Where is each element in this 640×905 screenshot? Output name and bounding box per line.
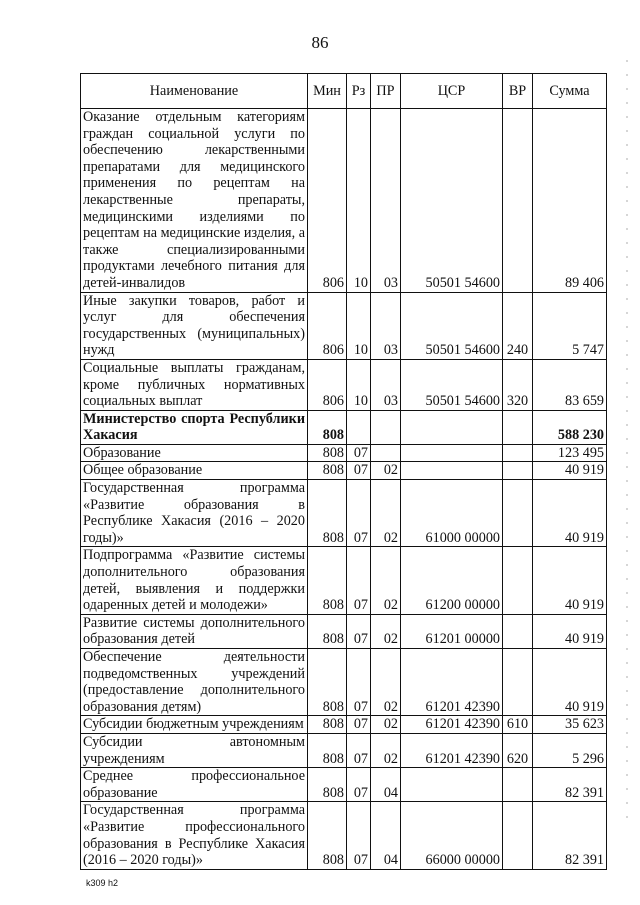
cell-sum: 5 296 xyxy=(533,733,607,767)
cell-name: Развитие системы дополнительного образования детей xyxy=(81,614,308,648)
cell-min: 808 xyxy=(308,444,347,462)
header-pr: ПР xyxy=(371,74,401,109)
cell-sum: 83 659 xyxy=(533,359,607,410)
cell-min: 808 xyxy=(308,768,347,802)
cell-min: 808 xyxy=(308,716,347,734)
cell-pr: 02 xyxy=(371,480,401,547)
cell-name: Среднее профессиональное образование xyxy=(81,768,308,802)
cell-name: Субсидии автономным учреждениям xyxy=(81,733,308,767)
table-row xyxy=(81,292,607,359)
cell-csr: 66000 00000 xyxy=(401,802,503,869)
cell-pr: 02 xyxy=(371,649,401,716)
header-vr: ВР xyxy=(503,74,533,109)
table-header xyxy=(81,74,607,109)
table-row xyxy=(81,733,607,767)
cell-csr: 50501 54600 xyxy=(401,359,503,410)
cell-vr xyxy=(503,547,533,614)
cell-pr: 03 xyxy=(371,359,401,410)
cell-name: Образование xyxy=(81,444,308,462)
cell-rz: 07 xyxy=(347,733,371,767)
cell-sum: 123 495 xyxy=(533,444,607,462)
cell-vr: 610 xyxy=(503,716,533,734)
cell-pr: 02 xyxy=(371,462,401,480)
cell-pr: 04 xyxy=(371,768,401,802)
cell-csr xyxy=(401,768,503,802)
cell-rz: 07 xyxy=(347,716,371,734)
cell-min: 808 xyxy=(308,480,347,547)
cell-vr: 620 xyxy=(503,733,533,767)
cell-csr xyxy=(401,410,503,444)
cell-vr xyxy=(503,614,533,648)
cell-rz: 07 xyxy=(347,462,371,480)
cell-rz: 10 xyxy=(347,292,371,359)
cell-csr: 61200 00000 xyxy=(401,547,503,614)
cell-name: Обеспечение деятельности подведомственных учреждений (предоставление дополнительного образования детям) xyxy=(81,649,308,716)
cell-min: 808 xyxy=(308,802,347,869)
cell-rz: 07 xyxy=(347,802,371,869)
cell-vr xyxy=(503,109,533,293)
cell-name: Государственная программа «Развитие образования в Республике Хакасия (2016 – 2020 годы)» xyxy=(81,480,308,547)
cell-min: 806 xyxy=(308,292,347,359)
cell-min: 808 xyxy=(308,614,347,648)
table-row xyxy=(81,649,607,716)
table-row xyxy=(81,462,607,480)
table-row xyxy=(81,410,607,444)
cell-pr: 03 xyxy=(371,292,401,359)
cell-rz: 07 xyxy=(347,614,371,648)
cell-sum: 40 919 xyxy=(533,462,607,480)
page-number: 86 xyxy=(311,33,329,52)
cell-name: Оказание отдельным категориям граждан социальной услуги по обеспечению лекарственными препаратами для медицинского применения по рецептам на лекарственные препараты, медицинскими изделиями по рецептам на медицинские изделия, а также специализированными продуктами лечебного питания для детей-инвалидов xyxy=(81,109,308,293)
table-row xyxy=(81,444,607,462)
cell-rz: 07 xyxy=(347,480,371,547)
cell-pr: 03 xyxy=(371,109,401,293)
cell-vr xyxy=(503,444,533,462)
cell-name: Подпрограмма «Развитие системы дополнительного образования детей, выявления и поддержки одаренных детей и молодежи» xyxy=(81,547,308,614)
cell-sum: 89 406 xyxy=(533,109,607,293)
cell-vr xyxy=(503,480,533,547)
cell-rz: 07 xyxy=(347,649,371,716)
cell-name: Социальные выплаты гражданам, кроме публичных нормативных социальных выплат xyxy=(81,359,308,410)
cell-min: 806 xyxy=(308,109,347,293)
cell-pr: 02 xyxy=(371,733,401,767)
cell-sum: 35 623 xyxy=(533,716,607,734)
cell-min: 808 xyxy=(308,733,347,767)
cell-pr xyxy=(371,444,401,462)
cell-csr xyxy=(401,462,503,480)
cell-csr: 61201 42390 xyxy=(401,649,503,716)
cell-sum: 40 919 xyxy=(533,480,607,547)
table-row xyxy=(81,716,607,734)
cell-sum: 82 391 xyxy=(533,768,607,802)
cell-sum: 82 391 xyxy=(533,802,607,869)
budget-table xyxy=(80,73,607,870)
cell-sum: 40 919 xyxy=(533,614,607,648)
table-row xyxy=(81,802,607,869)
cell-rz: 07 xyxy=(347,547,371,614)
table-row xyxy=(81,614,607,648)
cell-vr: 240 xyxy=(503,292,533,359)
header-sum: Сумма xyxy=(533,74,607,109)
cell-min: 808 xyxy=(308,462,347,480)
cell-rz: 07 xyxy=(347,768,371,802)
header-min: Мин xyxy=(308,74,347,109)
cell-pr: 02 xyxy=(371,547,401,614)
cell-vr: 320 xyxy=(503,359,533,410)
cell-name: Государственная программа «Развитие профессионального образования в Республике Хакасия (2016 – 2020 годы)» xyxy=(81,802,308,869)
cell-sum: 5 747 xyxy=(533,292,607,359)
cell-csr: 61000 00000 xyxy=(401,480,503,547)
cell-csr: 61201 00000 xyxy=(401,614,503,648)
cell-csr: 50501 54600 xyxy=(401,292,503,359)
cell-pr xyxy=(371,410,401,444)
cell-vr xyxy=(503,802,533,869)
cell-pr: 04 xyxy=(371,802,401,869)
cell-rz: 10 xyxy=(347,109,371,293)
cell-vr xyxy=(503,649,533,716)
cell-vr xyxy=(503,462,533,480)
cell-sum: 40 919 xyxy=(533,547,607,614)
cell-name: Общее образование xyxy=(81,462,308,480)
cell-rz: 07 xyxy=(347,444,371,462)
header-rz: Рз xyxy=(347,74,371,109)
cell-min: 808 xyxy=(308,547,347,614)
cell-rz: 10 xyxy=(347,359,371,410)
cell-csr: 61201 42390 xyxy=(401,716,503,734)
cell-name: Субсидии бюджетным учреждениям xyxy=(81,716,308,734)
cell-min: 808 xyxy=(308,410,347,444)
table-row xyxy=(81,109,607,293)
table-row xyxy=(81,768,607,802)
table-row xyxy=(81,359,607,410)
cell-sum: 40 919 xyxy=(533,649,607,716)
cell-csr: 50501 54600 xyxy=(401,109,503,293)
table-row xyxy=(81,480,607,547)
footer-code: k309 h2 xyxy=(86,878,119,888)
cell-rz xyxy=(347,410,371,444)
cell-vr xyxy=(503,768,533,802)
cell-pr: 02 xyxy=(371,716,401,734)
table-row xyxy=(81,547,607,614)
cell-csr: 61201 42390 xyxy=(401,733,503,767)
cell-vr xyxy=(503,410,533,444)
cell-csr xyxy=(401,444,503,462)
cell-pr: 02 xyxy=(371,614,401,648)
cell-name: Иные закупки товаров, работ и услуг для обеспечения государственных (муниципальных) нужд xyxy=(81,292,308,359)
cell-name: Министерство спорта Республики Хакасия xyxy=(81,410,308,444)
cell-sum: 588 230 xyxy=(533,410,607,444)
header-csr: ЦСР xyxy=(401,74,503,109)
scan-edge-marks xyxy=(626,60,628,820)
cell-min: 806 xyxy=(308,359,347,410)
header-name: Наименование xyxy=(81,74,308,109)
table-body xyxy=(81,109,607,870)
cell-min: 808 xyxy=(308,649,347,716)
